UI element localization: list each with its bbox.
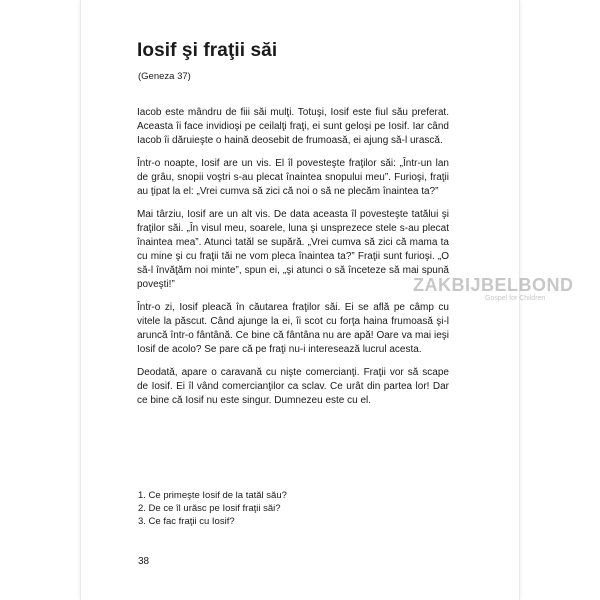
- scripture-reference: (Geneza 37): [138, 71, 191, 82]
- question-item: 1. Ce primeşte Iosif de la tatăl său?: [138, 490, 287, 501]
- question-list: [138, 489, 287, 528]
- paragraph: Într-o zi, Iosif pleacă în căutarea fraţilor săi. Ei se află pe câmp cu vitele la păscut. Când ajunge la ei, îi scot cu forţa haina frumoasă şi-l aruncă într-o fântână. Ce bine că fântâna nu are apă! Oare va mai ieşi Iosif de acolo? Se pare că pe fraţi nu-i interesează lucrul acesta.: [137, 302, 449, 355]
- question-item: 3. Ce fac fraţii cu Iosif?: [138, 516, 235, 527]
- page-number: 38: [138, 556, 150, 567]
- page-title: Iosif şi fraţii săi: [137, 40, 278, 61]
- watermark-logo-text: ZAKBIJBELBOND: [413, 275, 574, 295]
- question-item: 2. De ce îl urăsc pe Iosif fraţii săi?: [138, 503, 281, 514]
- story-text: [137, 106, 449, 417]
- paragraph: Mai târziu, Iosif are un alt vis. De data aceasta îl povesteşte tatălui şi fraţilor săi. „În visul meu, soarele, luna şi unsprezece stele s-au plecat înaintea mea”. Atunci tatăl se supără. „Vrei cumva să zici că mama ta cu mine şi cu fraţii tăi ne vom pleca înaintea ta?” Fraţii sunt furioşi. „O să-l învăţăm noi minte”, spun ei, „şi atunci o să înceteze să mai spună poveşti!”: [137, 209, 449, 290]
- watermark: [413, 275, 574, 305]
- watermark-tagline: Gospel for Children: [485, 295, 546, 302]
- book-page: [81, 0, 574, 600]
- paragraph: Deodată, apare o caravană cu nişte comercianţi. Fraţii vor să scape de Iosif. Ei îl vând comercianţilor ca sclav. Ce urât din partea lor! Dar ce bine că Iosif nu este singur. Dumnezeu este cu el.: [137, 367, 449, 406]
- paragraph: Într-o noapte, Iosif are un vis. El îl povesteşte fraţilor săi: „Într-un lan de grâu, snopii voştri s-au plecat înaintea snopului meu”. Furioşi, fraţii au ţipat la el: „Vrei cumva să zici că noi o să ne plecăm înaintea ta?”: [137, 158, 449, 197]
- paragraph: Iacob este mândru de fiii săi mulţi. Totuşi, Iosif este fiul său preferat. Aceasta îi face invidioşi pe ceilalţi fraţi, ei sunt geloşi pe Iosif. Iar când Iacob îi dăruieşte o haină deosebit de frumoasă, ei ajung să-l urască.: [137, 107, 449, 146]
